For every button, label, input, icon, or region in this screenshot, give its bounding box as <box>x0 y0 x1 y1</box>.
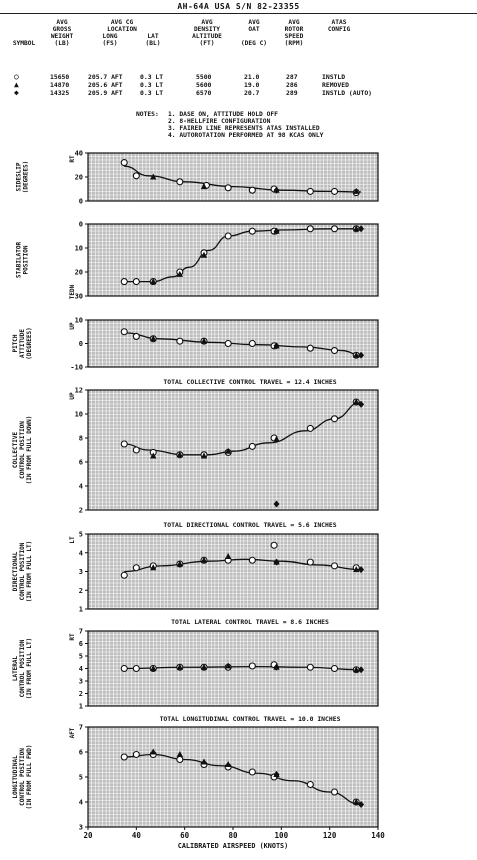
collective-point-circle <box>307 425 313 431</box>
legend-row-3-long: 205.9 AFT <box>88 89 123 97</box>
x-axis-label: CALIBRATED AIRSPEED (KNOTS) <box>177 842 289 850</box>
pitch-ytick-label: -10 <box>70 363 83 372</box>
legend-row-3-rpm: 289 <box>286 89 298 97</box>
xtick-label: 140 <box>371 831 385 840</box>
legend-row-2-weight: 14870 <box>50 81 70 89</box>
longitudinal-ytick-label: 4 <box>78 798 83 807</box>
pitch-point-circle <box>121 329 127 335</box>
legend-row-1-config: INSTLD <box>322 73 346 81</box>
chart-figure-title: AH-64A USA S/N 82-23355 <box>177 2 300 11</box>
sideslip-ylabel-line: (DEGREES) <box>22 160 30 194</box>
hdr-gross-weight: AVG GROSS WEIGHT (LB) <box>50 19 74 47</box>
longitudinal-point-circle <box>177 757 183 763</box>
legend-row-2-rpm: 286 <box>286 81 298 89</box>
notes-label: NOTES: <box>136 111 159 118</box>
note-item-1: 1. DASE ON, ATTITUDE HOLD OFF <box>168 111 278 118</box>
pitch-point-circle <box>225 341 231 347</box>
legend-row-2-lat: 0.3 LT <box>140 81 164 89</box>
longitudinal-point-circle <box>332 789 338 795</box>
sideslip-point-circle <box>225 185 231 191</box>
legend-row-3-config: INSTLD (AUTO) <box>322 89 373 97</box>
stabilator-ytick-label: 20 <box>74 268 83 277</box>
directional-panel <box>12 531 378 614</box>
pitch-point-circle <box>249 341 255 347</box>
directional-direction-label: LT <box>69 536 76 544</box>
directional-ytick-label: 4 <box>78 549 83 558</box>
legend-row-1-rpm: 287 <box>286 73 298 81</box>
sideslip-panel <box>16 150 379 206</box>
legend-row-3-glyph: ◆ <box>14 88 19 97</box>
longitudinal-point-circle <box>133 752 139 758</box>
collective-ylabel-line: (IN FROM FULL DOWN) <box>26 415 33 485</box>
stabilator-ytick-label: 0 <box>78 220 83 229</box>
legend-row-1-glyph: ○ <box>14 72 19 81</box>
directional-ytick-label: 1 <box>78 605 83 614</box>
hdr-rotor-speed: AVG ROTOR SPEED (RPM) <box>284 19 304 47</box>
longitudinal-panel <box>12 724 385 851</box>
lateral-ytick-label: 5 <box>78 652 83 661</box>
collective-ytick-label: 12 <box>74 386 83 395</box>
lateral-ylabel-line: CONTROL POSITION <box>19 639 26 698</box>
collective-ytick-label: 10 <box>74 410 83 419</box>
legend-row-1-weight: 15650 <box>50 73 70 81</box>
stabilator-point-circle <box>332 226 338 232</box>
pitch-point-circle <box>307 345 313 351</box>
stabilator-panel <box>16 221 379 301</box>
sideslip-ytick-label: 0 <box>78 197 83 206</box>
collective-ylabel-line: COLLECTIVE <box>12 431 19 469</box>
legend-row-3-alt: 6570 <box>196 89 212 97</box>
pitch-ytick-label: 0 <box>78 340 83 348</box>
hdr-lat: LAT (BL) <box>145 33 161 47</box>
directional-ytick-label: 3 <box>78 568 83 576</box>
stabilator-point-circle <box>133 279 139 285</box>
pitch-direction-label: UP <box>69 322 76 330</box>
legend-row-2-alt: 5600 <box>196 81 212 89</box>
stabilator-point-circle <box>307 226 313 232</box>
hdr-oat: AVG OAT (DEG C) <box>240 19 268 47</box>
sideslip-ylabel-line: SIDESLIP <box>15 162 23 192</box>
legend-row-1-long: 205.7 AFT <box>88 73 123 81</box>
directional-point-circle <box>332 563 338 569</box>
collective-point-circle <box>249 443 255 449</box>
pitch-point-circle <box>177 338 183 344</box>
xtick-label: 100 <box>274 831 289 840</box>
collective-point-circle <box>133 447 139 453</box>
longitudinal-ytick-label: 5 <box>78 773 83 782</box>
longitudinal-ytick-label: 7 <box>78 723 83 732</box>
sideslip-point-circle <box>177 179 183 185</box>
xtick-label: 120 <box>322 831 337 840</box>
hdr-long: LONG (FS) <box>102 33 118 47</box>
collective-ytick-label: 6 <box>78 458 83 467</box>
lateral-direction-label: RT <box>69 633 76 641</box>
stabilator-ytick-label: 10 <box>74 244 83 253</box>
collective-ytick-label: 8 <box>78 434 83 443</box>
collective-panel-title: TOTAL COLLECTIVE CONTROL TRAVEL = 12.4 INCHES <box>163 378 337 386</box>
lateral-ytick-label: 2 <box>78 690 83 698</box>
longitudinal-ylabel-line: CONTROL POSITION <box>19 748 26 806</box>
directional-panel-title: TOTAL DIRECTIONAL CONTROL TRAVEL = 5.6 INCHES <box>163 521 337 529</box>
collective-panel <box>12 387 378 515</box>
legend-row-3-lat: 0.3 LT <box>140 89 164 97</box>
directional-ylabel-line: (IN FROM FULL LT) <box>26 540 33 603</box>
pitch-panel <box>12 317 378 372</box>
directional-point-circle <box>133 565 139 571</box>
xtick-label: 80 <box>228 831 238 840</box>
directional-ylabel-line: CONTROL POSITION <box>19 542 26 601</box>
collective-ytick-label: 2 <box>78 506 83 515</box>
stabilator-point-circle <box>121 279 127 285</box>
pitch-ylabel-line: (DEGREES) <box>26 327 33 360</box>
stabilator-point-circle <box>249 228 255 234</box>
pitch-ylabel-line: ATTITUDE <box>19 329 26 358</box>
legend-row-1-alt: 5500 <box>196 73 212 81</box>
legend-row-1-lat: 0.3 LT <box>140 73 164 81</box>
legend-row-2-oat: 19.0 <box>244 81 260 89</box>
legend-row-3-oat: 20.7 <box>244 89 260 97</box>
collective-point-circle <box>332 416 338 422</box>
lateral-ytick-label: 6 <box>78 640 83 648</box>
pitch-point-circle <box>332 348 338 354</box>
longitudinal-point-circle <box>249 769 255 775</box>
lateral-point-circle <box>307 664 313 670</box>
sideslip-ytick-label: 40 <box>74 149 83 158</box>
stabilator-ylabel-line: POSITION <box>22 245 30 275</box>
lateral-ylabel-line: (IN FROM FULL LT) <box>26 637 33 700</box>
lateral-point-circle <box>121 666 127 672</box>
lateral-point-circle <box>133 666 139 672</box>
longitudinal-point-circle <box>121 754 127 760</box>
lateral-panel <box>12 628 378 711</box>
lateral-point-circle <box>249 663 255 669</box>
lateral-ytick-label: 1 <box>78 702 83 711</box>
sideslip-point-circle <box>332 188 338 194</box>
sideslip-point-circle <box>307 188 313 194</box>
hdr-density-altitude: AVG DENSITY ALTITUDE (FT) <box>192 19 222 47</box>
sideslip-point-circle <box>249 187 255 193</box>
directional-point-circle <box>307 559 313 565</box>
legend-row-1-oat: 21.0 <box>244 73 260 81</box>
pitch-ylabel-line: PITCH <box>12 334 19 353</box>
note-item-2: 2. 8-HELLFIRE CONFIGURATION <box>168 118 271 125</box>
longitudinal-ytick-label: 6 <box>78 748 83 757</box>
sideslip-point-circle <box>121 160 127 166</box>
legend-row-2-glyph: ▲ <box>14 80 19 89</box>
hdr-cg-location: AVG CG LOCATION <box>107 19 137 33</box>
note-item-4: 4. AUTOROTATION PERFORMED AT 98 KCAS ONLY <box>168 132 324 139</box>
directional-point-circle <box>121 572 127 578</box>
stabilator-point-circle <box>225 233 231 239</box>
collective-direction-label: UP <box>69 392 76 400</box>
lateral-point-circle <box>332 666 338 672</box>
stabilator-ytick-label: 30 <box>74 292 83 301</box>
collective-ylabel-line: CONTROL POSITION <box>19 421 26 479</box>
legend-row-3-weight: 14325 <box>50 89 70 97</box>
collective-ytick-label: 4 <box>78 482 83 491</box>
sideslip-ytick-label: 20 <box>74 173 83 182</box>
xtick-label: 60 <box>180 831 190 840</box>
pitch-ytick-label: 10 <box>74 316 83 325</box>
lateral-ylabel-line: LATERAL <box>12 655 19 682</box>
stabilator-direction-label: TEDN <box>69 284 76 300</box>
longitudinal-direction-label: AFT <box>69 727 76 739</box>
longitudinal-ylabel-line: (IN FROM FULL FWD) <box>26 744 33 810</box>
xtick-label: 20 <box>83 831 93 840</box>
longitudinal-point-circle <box>307 782 313 788</box>
longitudinal-panel-title: TOTAL LONGITUDINAL CONTROL TRAVEL = 10.0 INCHES <box>159 715 341 723</box>
directional-point-circle <box>271 542 277 548</box>
directional-ytick-label: 5 <box>78 530 83 539</box>
hdr-symbol: SYMBOL <box>12 40 36 47</box>
lateral-ytick-label: 3 <box>78 677 83 686</box>
stabilator-ylabel-line: STABILATOR <box>15 241 23 279</box>
xtick-label: 40 <box>131 831 141 840</box>
sideslip-point-circle <box>133 173 139 179</box>
legend-row-2-long: 205.6 AFT <box>88 81 123 89</box>
directional-point-circle <box>249 557 255 563</box>
directional-ylabel-line: DIRECTIONAL <box>12 551 19 592</box>
note-item-3: 3. FAIRED LINE REPRESENTS ATAS INSTALLED <box>168 125 320 132</box>
collective-point-circle <box>121 441 127 447</box>
hdr-atas-config: ATAS CONFIG <box>327 19 351 33</box>
pitch-point-circle <box>133 333 139 339</box>
directional-ytick-label: 2 <box>78 586 83 595</box>
longitudinal-ytick-label: 3 <box>78 823 83 832</box>
lateral-ytick-label: 7 <box>78 627 83 636</box>
lateral-ytick-label: 4 <box>78 665 83 673</box>
lateral-panel-title: TOTAL LATERAL CONTROL TRAVEL = 8.6 INCHES <box>171 618 329 626</box>
legend-row-2-config: REMOVED <box>322 81 349 89</box>
sideslip-direction-label: RT <box>69 155 76 163</box>
longitudinal-ylabel-line: LONGITUDINAL <box>12 755 19 799</box>
